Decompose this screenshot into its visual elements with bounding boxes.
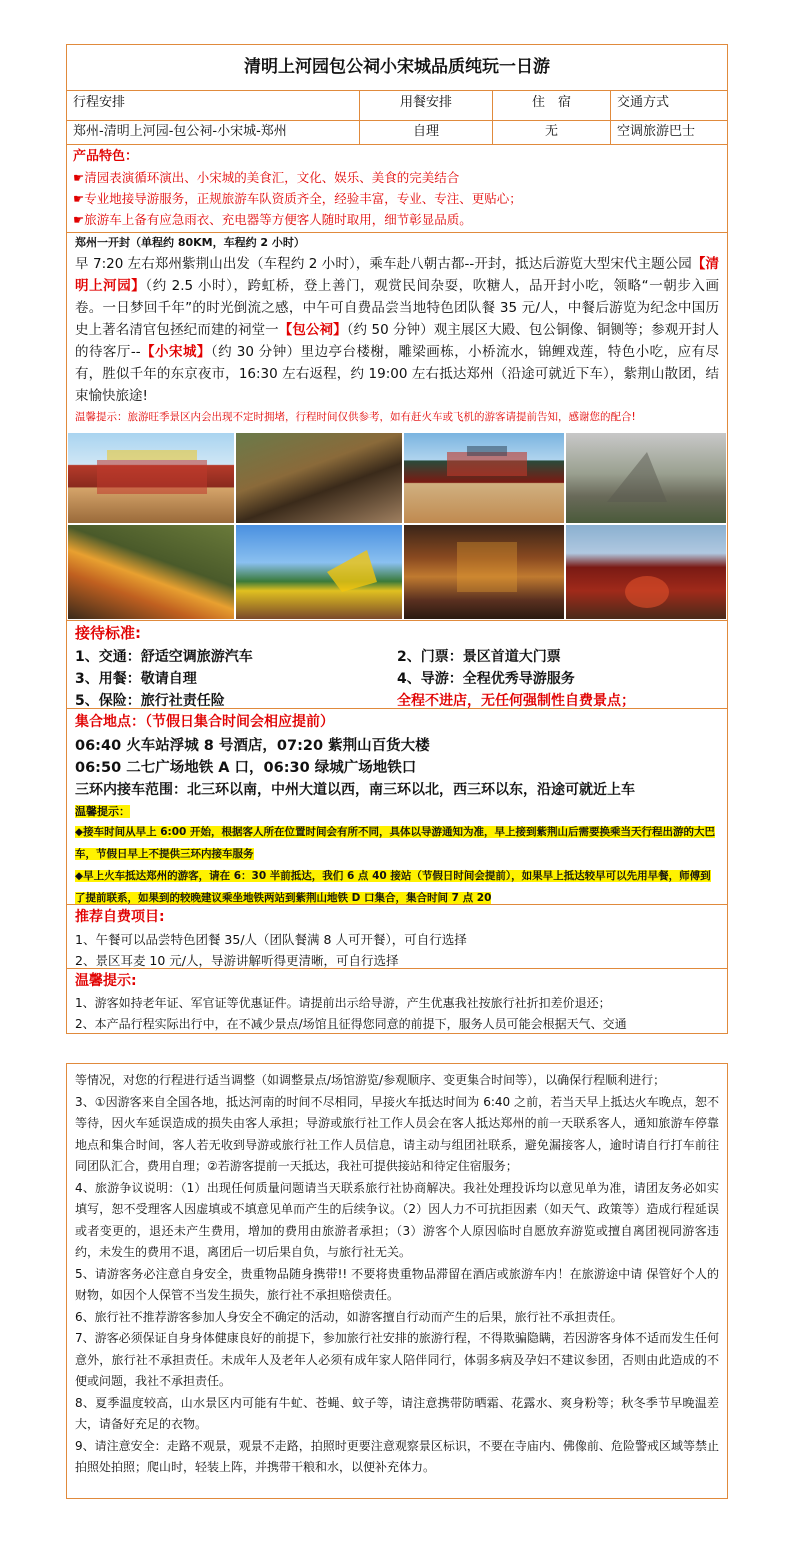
standard-tickets: 2、门票：景区首道大门票 <box>397 649 561 665</box>
itinerary-tip: 温馨提示：旅游旺季景区内会出现不定时拥堵，行程时间仅供参考，如有赶火车或飞机的游客请提前告知，感谢您的配合! <box>75 411 636 423</box>
features-section <box>67 145 727 233</box>
header-meals: 用餐安排 <box>360 91 493 120</box>
standards-section <box>67 620 727 709</box>
reminder-item: 等情况，对您的行程进行适当调整（如调整景点/场馆游览/参观顺序、变更集合时间等），以确保行程顺利进行； <box>75 1073 666 1087</box>
reminder-item: 3、①因游客来自全国各地，抵达河南的时间不尽相同，早接火车抵达时间为 6:40 之前，若当天早上抵达火车晚点，恕不等待，因火车延误造成的损失由客人承担；导游或旅行社工作人员会在客人抵达郑州的前一天联系客人，通知旅游车停靠地点和集合时间，客人若无收到导游或旅行社工作人员信息，请主动与组团社联系，避免漏接客人，逾时请自行打车前往同团队汇合，费用自理；②若游客提前一天抵达，我社可提供接站和待定住宿服务； <box>75 1094 719 1173</box>
itinerary-page-1 <box>66 44 728 1034</box>
meeting-heading: 集合地点：（节假日集合时间会相应提前） <box>75 714 334 730</box>
itinerary-part: （约 30 分钟）里边亭台楼榭，雕梁画栋，小桥流水，锦鲤戏莲，特色小吃，应有尽有，胜似千年的东京夜市，16:30 左右返程，约 19:00 左右抵达郑州（沿途可就近下车），紫荆山散团，结束愉快旅途! <box>75 344 720 404</box>
spot-xiaosongcheng: 【小宋城】 <box>140 344 211 360</box>
value-meals: 自理 <box>360 121 493 144</box>
standards-line <box>67 646 727 668</box>
value-lodging: 无 <box>493 121 611 144</box>
header-transport: 交通方式 <box>617 95 670 110</box>
meeting-tip: ◆早上火车抵达郑州的游客，请在 6：30 半前抵达，我们 6 点 40 接站（节假日时间会提前），如果早上抵达较早可以先用早餐，师傅到了提前联系，如果到的较晚建议乘坐地铁两站到紫荆山地铁 D 口集合，集合时间 7 点 20 <box>75 870 711 904</box>
reminders-continued <box>67 1064 727 1485</box>
itinerary-page-2 <box>66 1063 728 1499</box>
photo-collage <box>67 432 727 621</box>
standard-insurance: 5、保险：旅行社责任险 <box>75 693 225 709</box>
itinerary-text <box>67 253 727 407</box>
optional-item: 1、午餐可以品尝特色团餐 35/人（团队餐满 8 人可开餐），可自行选择 <box>75 932 467 947</box>
meeting-tip-title: 温馨提示： <box>75 805 130 818</box>
reminder-item: 1、游客如持老年证、军官证等优惠证件。请提前出示给导游，产生优惠我社按旅行社折扣差价退还； <box>75 996 611 1010</box>
page-title: 清明上河园包公祠小宋城品质纯玩一日游 <box>244 57 550 77</box>
reminder-item: 2、本产品行程实际出行中，在不减少景点/场馆且征得您同意的前提下，服务人员可能会根据天气、交通 <box>75 1017 627 1031</box>
reminder-item: 5、请游客务必注意自身安全，贵重物品随身携带!! 不要将贵重物品滞留在酒店或旅游车内！在旅游途中请 保管好个人的财物，如因个人保管不当发生损失，旅行社不承担赔偿责任。 <box>75 1266 719 1302</box>
header-lodging: 住 宿 <box>493 91 611 120</box>
itinerary-part: （约 2.5 小时），跨虹桥，登上善门，观赏民间杂耍，吹糖人，品开封小吃，领略“一朝步入画卷。一日梦回千年”的时光倒流之感，中午可自费品尝当地特色团队餐 35 元/人，中餐后游览为纪念中国历史上著名清官包拯纪而建的祠堂一 <box>75 278 720 338</box>
optional-item: 2、景区耳麦 10 元/人，导游讲解听得更清晰，可自行选择 <box>75 953 399 968</box>
standards-line <box>67 668 727 690</box>
standard-guide: 4、导游：全程优秀导游服务 <box>397 671 575 687</box>
reminders-section <box>67 969 727 1035</box>
reminder-item: 6、旅行社不推荐游客参加人身安全不确定的活动，如游客擅自行动而产生的后果，旅行社不承担责任。 <box>75 1309 623 1324</box>
reminder-item: 9、请注意安全：走路不观景，观景不走路，拍照时更要注意观察景区标识，不要在寺庙内、佛像前、危险警戒区域等禁止拍照处拍照；爬山时，轻装上阵，并携带干粮和水，以便补充体力。 <box>75 1438 719 1474</box>
meeting-line: 06:40 火车站浮城 8 号酒店，07:20 紫荆山百货大楼 <box>75 738 430 754</box>
feature-item: ☛专业地接导游服务，正规旅游车队资质齐全，经验丰富，专业、专注、更贴心； <box>73 191 522 206</box>
reminder-item: 8、夏季温度较高，山水景区内可能有牛虻、苍蝇、蚊子等，请注意携带防晒霜、花露水、爽身粉等；秋冬季节早晚温差大，请备好充足的衣物。 <box>75 1395 719 1431</box>
value-itinerary: 郑州-清明上河园-包公祠-小宋城-郑州 <box>67 121 360 144</box>
standards-heading: 接待标准: <box>75 624 141 642</box>
optional-section <box>67 905 727 969</box>
standard-transport: 1、交通：舒适空调旅游汽车 <box>75 649 253 665</box>
meeting-tip: ◆接车时间从早上 6:00 开始，根据客人所在位置时间会有所不同，具体以导游通知为准，早上接到紫荆山后需要换乘当天行程出游的大巴车，节假日早上不提供三环内接车服务 <box>75 826 716 860</box>
standard-no-shopping: 全程不进店，无任何强制性自费景点； <box>397 693 635 709</box>
feature-item: ☛清园表演循环演出、小宋城的美食汇，文化、娱乐、美食的完美结合 <box>73 170 460 185</box>
itinerary-section <box>67 233 727 432</box>
meeting-tip-block <box>67 803 727 909</box>
reminder-item: 7、游客必须保证自身身体健康良好的前提下，参加旅行社安排的旅游行程，不得欺骗隐瞒，若因游客身体不适而发生任何意外，旅行社不承担责任。未成年人及老年人必须有成年家人陪伴同行，体弱多病及孕妇不建议参团，否则由此造成的不便或问题，我社不承担责任。 <box>75 1331 719 1388</box>
feature-item: ☛旅游车上备有应急雨衣、充电器等方便客人随时取用，细节彰显品质。 <box>73 212 472 227</box>
spot-qingming: 【清明上河园】 <box>75 256 720 294</box>
table-value-row <box>67 121 727 145</box>
spot-baogong: 【包公祠】 <box>278 322 347 338</box>
header-itinerary: 行程安排 <box>67 91 360 120</box>
title-row <box>67 45 727 91</box>
table-header-row <box>67 91 727 121</box>
optional-heading: 推荐自费项目: <box>75 909 165 925</box>
meeting-section <box>67 709 727 905</box>
itinerary-part: （约 50 分钟）观主展区大殿、包公铜像、铜铡等；参观开封人的待客厅-- <box>75 322 720 360</box>
collage-decoration <box>67 432 727 620</box>
value-transport: 空调旅游巴士 <box>617 124 696 139</box>
reminder-item: 4、旅游争议说明：（1）出现任何质量问题请当天联系旅行社协商解决。我社处理投诉均以意见单为准，请团友务必如实填写，恕不受理客人因虚填或不填意见单而产生的后续争议。（2）因人力不可抗拒因素（如天气、政策等）造成行程延误或者变更的，退还未产生费用，增加的费用由旅游者承担；（3）游客个人原因临时自愿放弃游览或擅自离团视同游客违约，未发生的费用不退，离团后一切后果自负，与旅行社无关。 <box>75 1180 719 1259</box>
itinerary-part: 早 7:20 左右郑州紫荆山出发（车程约 2 小时），乘车赴八朝古都--开封，抵达后游览大型宋代主题公园 <box>75 256 692 272</box>
pickup-range: 三环内接车范围：北三环以南，中州大道以西，南三环以北，西三环以东，沿途可就近上车 <box>75 782 635 798</box>
meeting-line: 06:50 二七广场地铁 A 口，06:30 绿城广场地铁口 <box>75 760 417 776</box>
day-title: 郑州一开封（单程约 80KM，车程约 2 小时） <box>75 236 305 249</box>
features-heading: 产品特色： <box>73 149 139 164</box>
reminders-heading: 温馨提示: <box>75 973 137 989</box>
standard-meals: 3、用餐：敬请自理 <box>75 671 197 687</box>
